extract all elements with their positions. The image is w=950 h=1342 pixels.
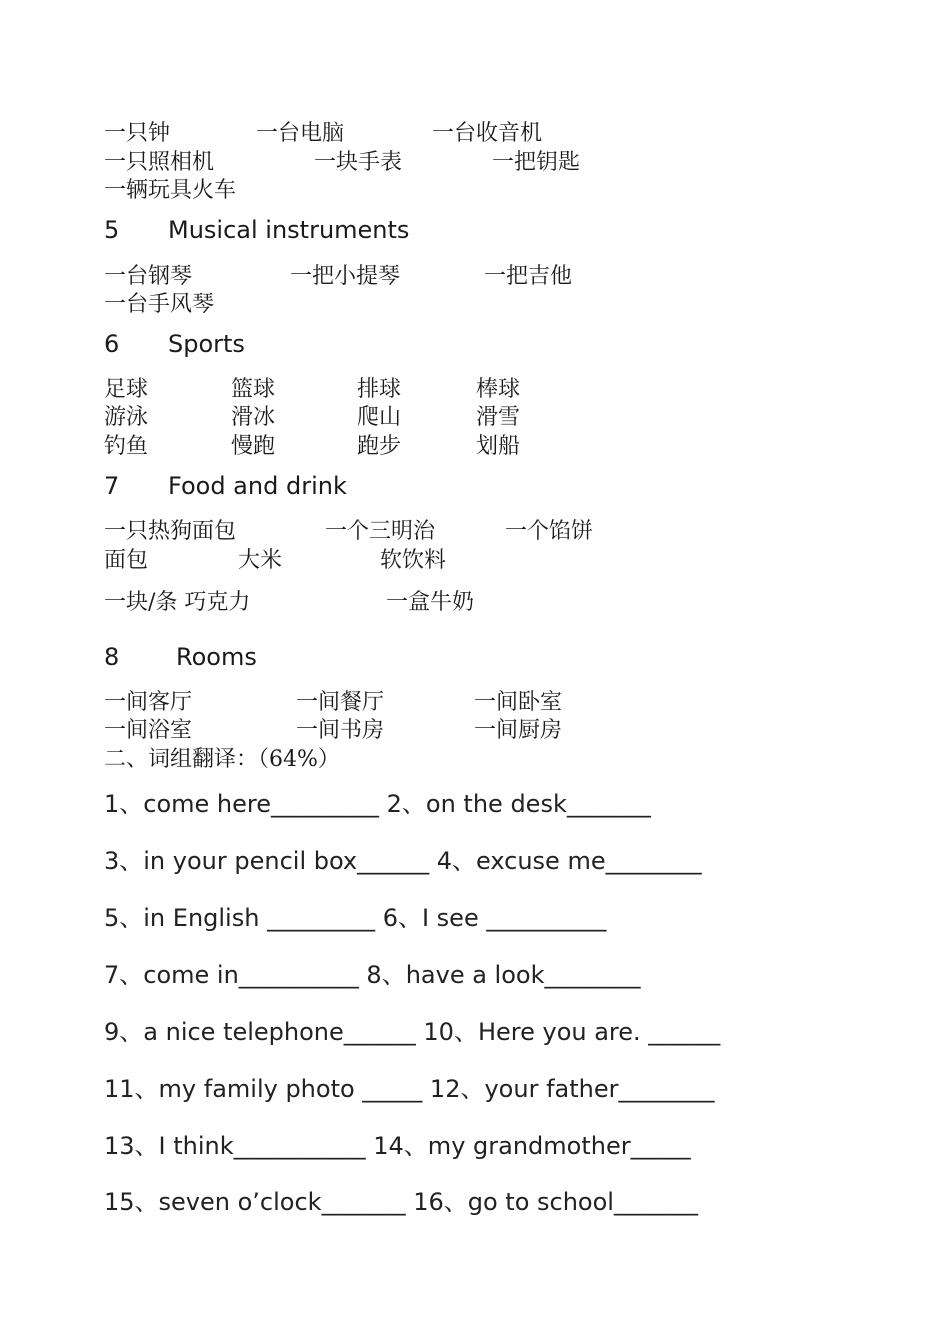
vocab-item: 一间浴室 — [104, 718, 193, 743]
vocab-item: 棒球 — [476, 377, 521, 402]
section-title: Musical instruments — [168, 216, 410, 244]
section-number: 8 — [104, 643, 120, 671]
vocab-item: 一只照相机 — [104, 150, 215, 175]
section-title: Sports — [168, 330, 245, 358]
vocab-item: 慢跑 — [231, 434, 276, 459]
vocab-item: 一块手表 — [314, 150, 403, 175]
vocab-item: 一只钟 — [104, 121, 171, 146]
vocab-item: 篮球 — [231, 377, 276, 402]
vocab-item: 跑步 — [357, 434, 402, 459]
section-number: 5 — [104, 216, 120, 244]
vocab-item: 一把钥匙 — [492, 150, 581, 175]
phrase-line: 15、seven o’clock_______ 16、go to school_______ — [104, 1188, 698, 1216]
vocab-item: 软饮料 — [380, 548, 447, 573]
vocab-item: 爬山 — [357, 405, 402, 430]
phrase-line: 3、in your pencil box______ 4、excuse me________ — [104, 847, 702, 875]
vocab-item: 滑冰 — [231, 405, 276, 430]
section-title: Food and drink — [168, 472, 347, 500]
vocab-item: 一把吉他 — [484, 264, 573, 289]
vocab-item: 一间餐厅 — [296, 690, 385, 715]
vocab-item: 游泳 — [104, 405, 149, 430]
section-number: 7 — [104, 472, 120, 500]
phrase-line: 1、come here_________ 2、on the desk_______ — [104, 790, 651, 818]
section-number: 6 — [104, 330, 120, 358]
vocab-item: 一只热狗面包 — [104, 519, 237, 544]
phrase-line: 13、I think___________ 14、my grandmother_____ — [104, 1132, 691, 1160]
vocab-item: 一台收音机 — [432, 121, 543, 146]
vocab-item: 一块/条 巧克力 — [104, 590, 251, 615]
vocab-item: 一盒牛奶 — [386, 590, 475, 615]
vocab-item: 划船 — [476, 434, 521, 459]
vocab-item: 一台电脑 — [256, 121, 345, 146]
vocab-item: 一间卧室 — [474, 690, 563, 715]
vocab-item: 一台钢琴 — [104, 264, 193, 289]
vocab-item: 一间书房 — [296, 718, 385, 743]
vocab-item: 钓鱼 — [104, 434, 149, 459]
phrase-line: 7、come in__________ 8、have a look________ — [104, 961, 641, 989]
vocab-item: 一把小提琴 — [290, 264, 401, 289]
vocab-item: 排球 — [357, 377, 402, 402]
vocab-item: 足球 — [104, 377, 149, 402]
vocab-item: 一间客厅 — [104, 690, 193, 715]
phrase-line: 9、a nice telephone______ 10、Here you are. ______ — [104, 1018, 721, 1046]
section-title: Rooms — [176, 643, 257, 671]
vocab-item: 一个馅饼 — [505, 519, 594, 544]
vocab-item: 一间厨房 — [474, 718, 563, 743]
vocab-item: 大米 — [238, 548, 283, 573]
phrase-line: 11、my family photo _____ 12、your father________ — [104, 1075, 715, 1103]
part-heading: 二、词组翻译：（64%） — [104, 747, 340, 772]
vocab-item: 一个三明治 — [325, 519, 436, 544]
vocab-item: 一台手风琴 — [104, 292, 215, 317]
phrase-line: 5、in English _________ 6、I see __________ — [104, 904, 607, 932]
vocab-item: 滑雪 — [476, 405, 521, 430]
vocab-item: 面包 — [104, 548, 149, 573]
vocab-item: 一辆玩具火车 — [104, 178, 237, 203]
